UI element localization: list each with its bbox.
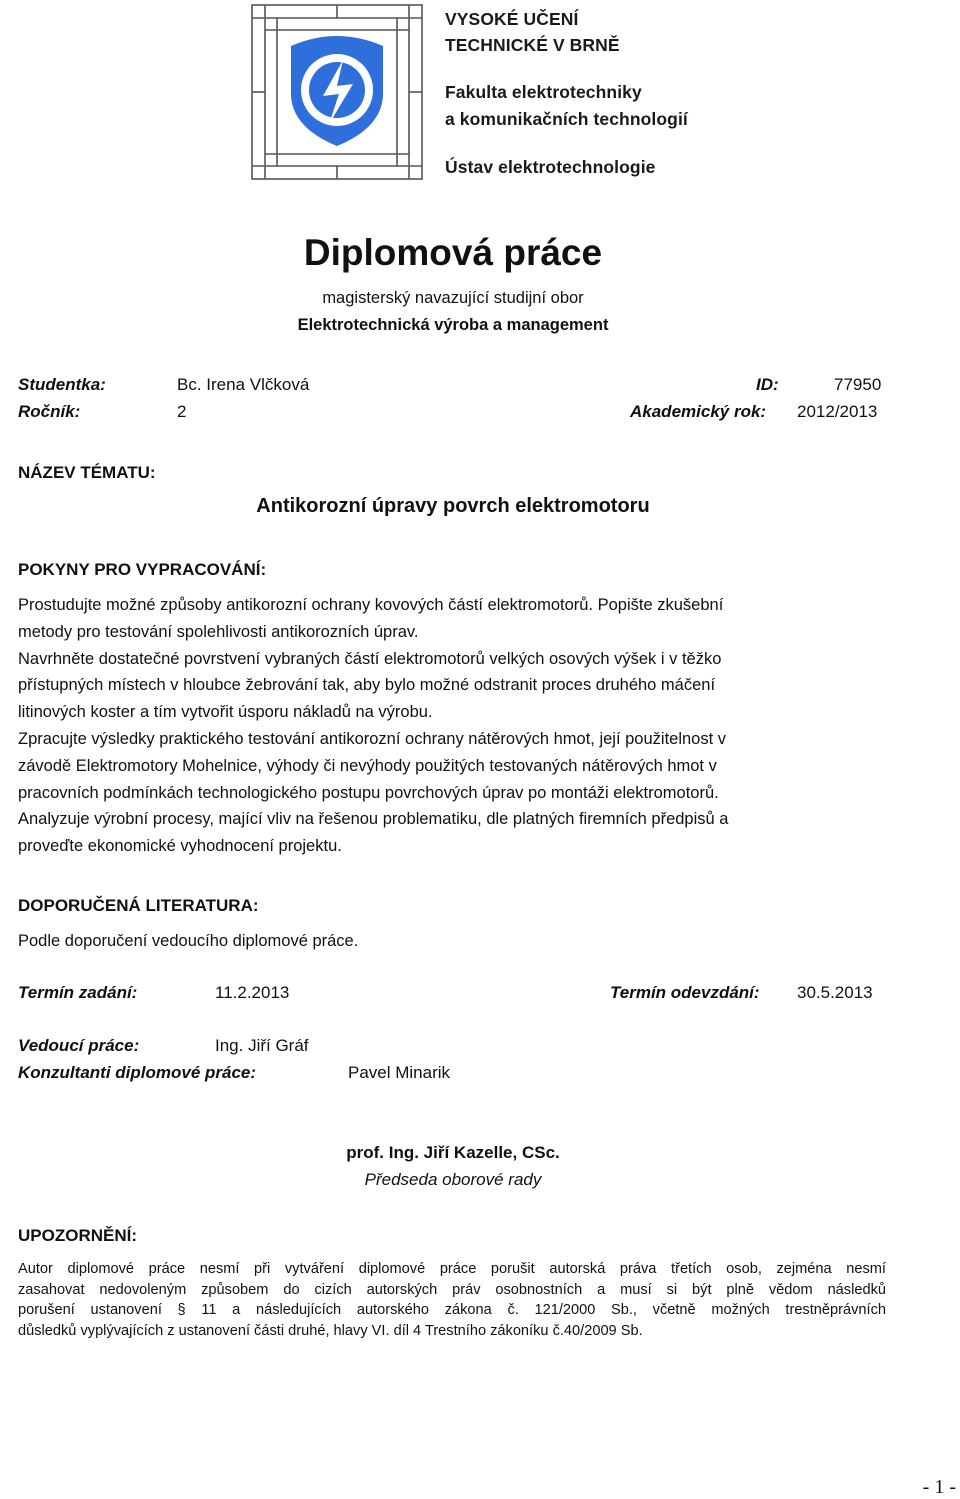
instruction-line: Prostudujte možné způsoby antikorozní ochrany kovových částí elektromotorů. Popište zkušební [18,596,724,614]
student-value: Bc. Irena Vlčková [177,375,310,394]
instruction-line: metody pro testování spolehlivosti antikorozních úprav. [18,622,419,641]
page-number: - 1 - [922,1476,956,1498]
instruction-line: přístupných místech v hloubce žebrování tak, aby bylo možné odstranit proces druhého máčení [18,676,716,695]
supervisor-value: Ing. Jiří Gráf [215,1036,309,1055]
warning-body [18,1259,886,1341]
instruction-line: závodě Elektromotory Mohelnice, výhody či nevýhody použitých testovaných nátěrových hmot v [18,756,717,775]
warning-line: důsledků vyplývajících z ustanovení části druhé, hlavy VI. díl 4 Trestního zákoníku č.40/2009 Sb. [18,1322,643,1339]
literature-heading: DOPORUČENÁ LITERATURA: [18,896,259,915]
institution-line-1: VYSOKÉ UČENÍ [445,9,579,29]
due-date-value: 30.5.2013 [797,983,873,1002]
academic-year-value: 2012/2013 [797,402,878,421]
warning-heading: UPOZORNĚNÍ: [18,1226,137,1245]
vut-lightning-shield-logo-icon [251,4,423,180]
topic-title: Antikorozní úpravy povrch elektromotoru [256,495,650,517]
department-name: Ústav elektrotechnologie [445,157,656,177]
document-title: Diplomová práce [303,232,603,273]
instructions-body [18,592,898,860]
signatory-role: Předseda oborové rady [364,1170,542,1189]
faculty-line-1: Fakulta elektrotechniky [445,82,642,102]
warning-line: zasahovat nedovoleným způsobem do cizích autorských práv osobnostních a musí si být plně vědom následků [18,1281,886,1298]
warning-line: porušení ustanovení § 11 a následujících autorského zákona č. 121/2000 Sb., včetně možných trestněprávních [18,1302,886,1318]
year-label: Ročník: [18,402,81,421]
literature-text: Podle doporučení vedoucího diplomové práce. [18,932,359,950]
instruction-line: pracovních podmínkách technologického postupu povrchových úprav po montáži elektromotorů. [18,783,719,802]
supervisor-label: Vedoucí práce: [18,1036,140,1055]
instruction-line: Zpracujte výsledky praktického testování antikorozní ochrany nátěrových hmot, její použitelnost v [18,729,727,748]
id-label: ID: [756,375,779,394]
assigned-date-value: 11.2.2013 [215,983,290,1002]
topic-heading: NÁZEV TÉMATU: [18,463,156,482]
due-date-label: Termín odevzdání: [610,983,760,1002]
institution-line-2: TECHNICKÉ V BRNĚ [445,35,620,55]
consultants-label: Konzultanti diplomové práce: [18,1063,257,1082]
university-logo [251,4,423,180]
instruction-line: proveďte ekonomické vyhodnocení projektu. [18,837,342,856]
instruction-line: litinových koster a tím vytvořit úsporu nákladů na výrobu. [18,703,433,722]
faculty-line-2: a komunikačních technologií [445,109,688,129]
warning-line: Autor diplomové práce nesmí při vytváření diplomové práce porušit autorská práva třetích osob, zejména nesmí [18,1261,886,1277]
year-value: 2 [177,402,187,421]
instruction-line: Navrhněte dostatečné povrstvení vybraných částí elektromotorů velkých osových výšek i v těžko [18,649,722,668]
study-type: magisterský navazující studijní obor [322,289,584,307]
study-field: Elektrotechnická výroba a management [297,316,609,334]
consultants-value: Pavel Minarik [348,1063,451,1082]
academic-year-label: Akademický rok: [630,402,767,421]
signatory-name: prof. Ing. Jiří Kazelle, CSc. [346,1143,560,1162]
instruction-line: Analyzuje výrobní procesy, mající vliv na řešenou problematiku, dle platných firemních předpisů a [18,810,729,829]
instructions-heading: POKYNY PRO VYPRACOVÁNÍ: [18,560,267,579]
assigned-date-label: Termín zadání: [18,983,138,1002]
student-label: Studentka: [18,375,106,394]
id-value: 77950 [834,375,882,394]
